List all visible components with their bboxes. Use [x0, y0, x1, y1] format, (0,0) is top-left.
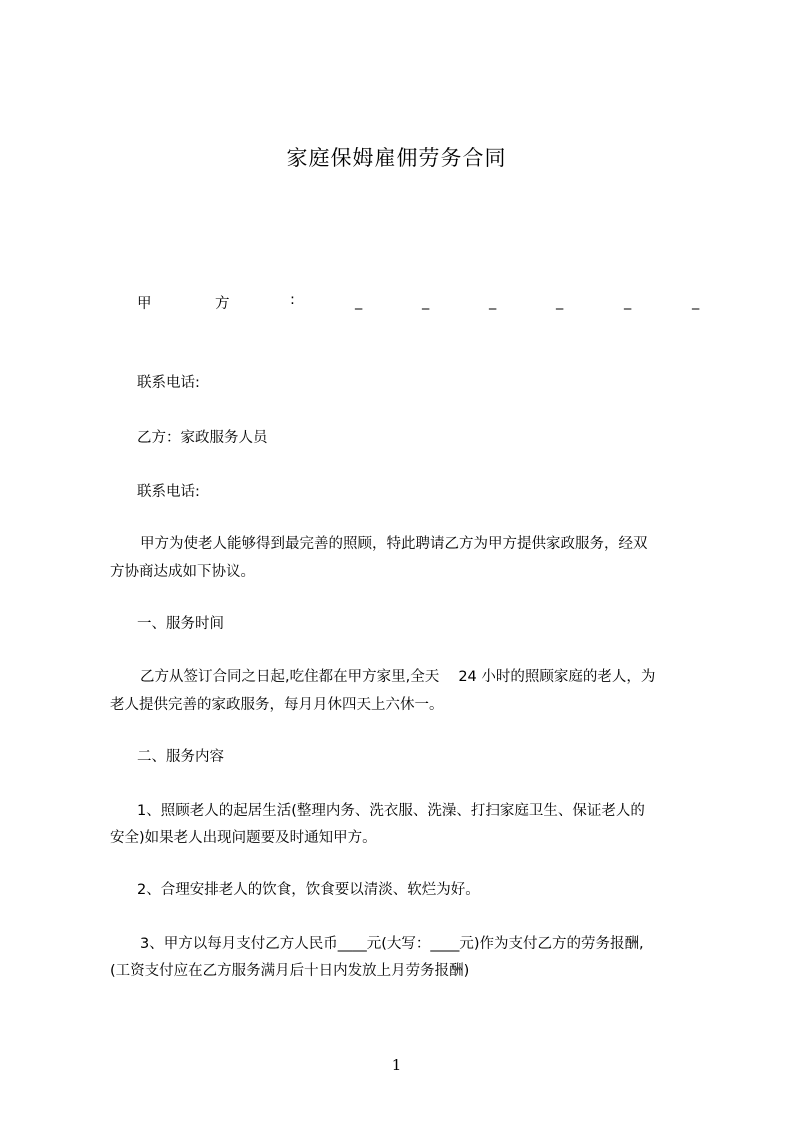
section-1-line-1: 乙方从签订合同之日起,吃住都在甲方家里,全天 24 小时的照顾家庭的老人，为 [140, 669, 656, 685]
party-a-line [137, 292, 707, 314]
item-1-line-2: 安全)如果老人出现问题要及时通知甲方。 [110, 830, 377, 846]
section-1-heading: 一、服务时间 [137, 616, 224, 632]
intro-line-2: 方协商达成如下协议。 [110, 564, 255, 580]
item-3-line-1: 3、甲方以每月支付乙方人民币____元(大写：____元)作为支付乙方的劳务报酬, [140, 936, 644, 952]
party-b: 乙方：家政服务人员 [137, 430, 268, 446]
party-b-phone: 联系电话: [137, 484, 200, 500]
party-a-blank: _ [556, 294, 564, 310]
party-a-phone: 联系电话: [137, 375, 200, 391]
party-a-blank: _ [624, 294, 632, 310]
document-title: 家庭保姆雇佣劳务合同 [286, 146, 507, 170]
party-a-blank: _ [422, 294, 430, 310]
section-1-line-2: 老人提供完善的家政服务，每月月休四天上六休一。 [110, 697, 444, 713]
intro-line-1: 甲方为使老人能够得到最完善的照顾，特此聘请乙方为甲方提供家政服务，经双 [140, 536, 648, 552]
item-1-line-1: 1、照顾老人的起居生活(整理内务、洗衣服、洗澡、打扫家庭卫生、保证老人的 [137, 803, 645, 819]
party-a-colon: : [290, 292, 295, 308]
party-a-label-2: 方 [215, 296, 230, 312]
item-2: 2、合理安排老人的饮食，饮食要以清淡、软烂为好。 [137, 882, 480, 898]
party-a-blank: _ [355, 294, 363, 310]
party-a-label-1: 甲 [137, 296, 152, 312]
item-3-line-2: (工资支付应在乙方服务满月后十日内发放上月劳务报酬) [110, 963, 470, 979]
party-a-blank: _ [489, 294, 497, 310]
page-number: 1 [391, 1056, 402, 1074]
section-2-heading: 二、服务内容 [137, 749, 224, 765]
party-a-blank: _ [692, 294, 700, 310]
